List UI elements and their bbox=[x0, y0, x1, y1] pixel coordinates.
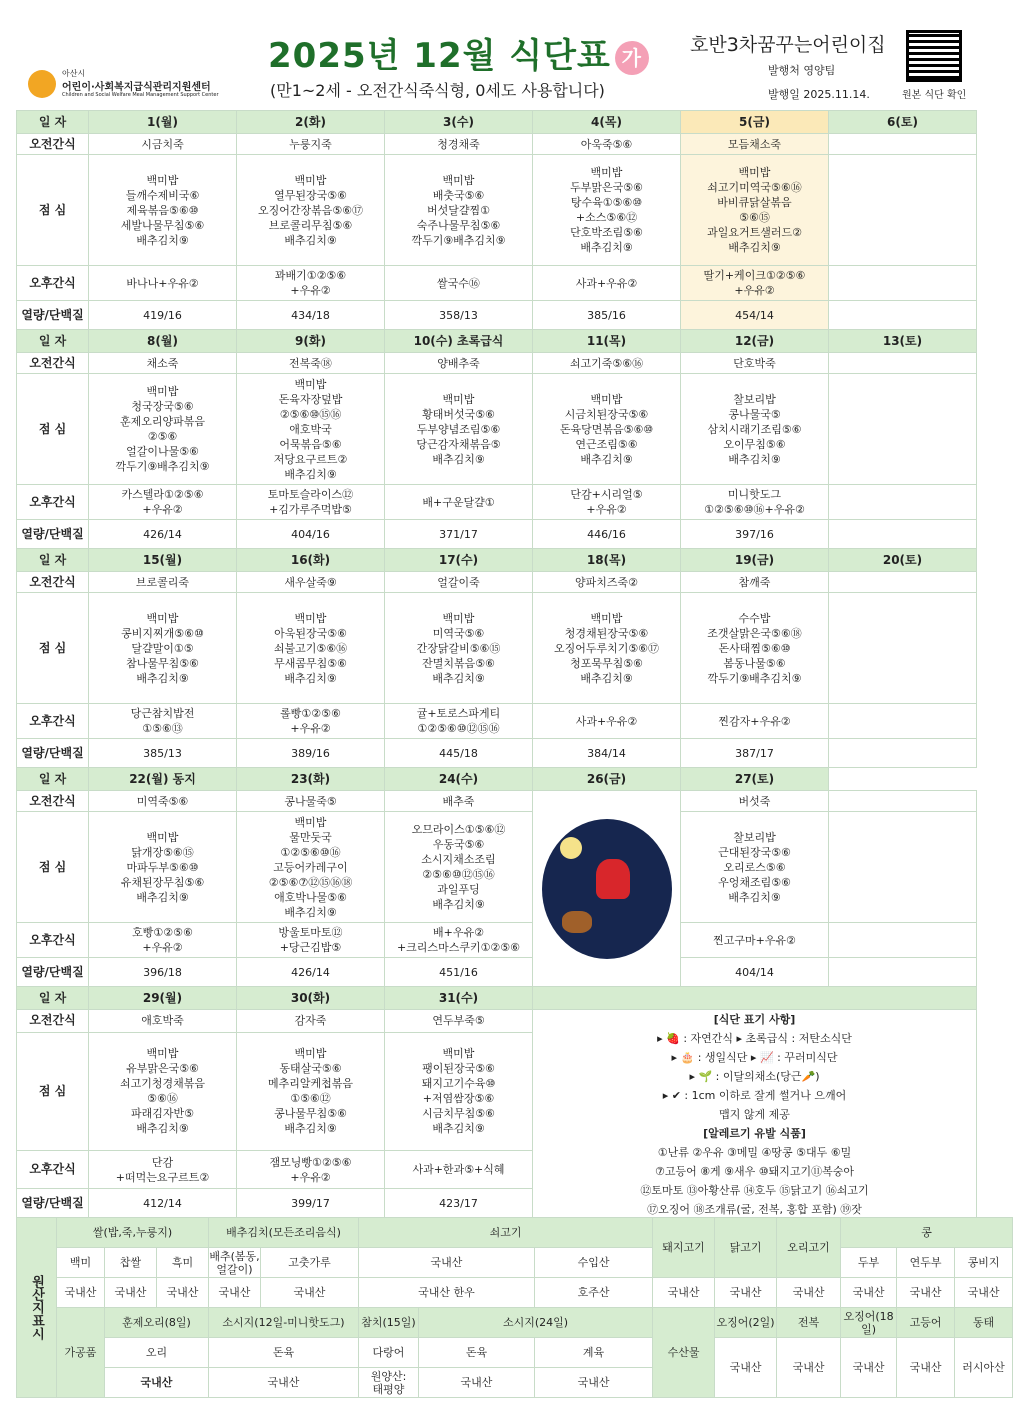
week-5-cal-cell: 423/17 bbox=[385, 1188, 533, 1219]
santa-icon bbox=[596, 859, 630, 899]
week-2-day-cell: 13(토) bbox=[829, 330, 977, 353]
week-4-lunch-row bbox=[17, 812, 977, 923]
origin-kimchi: 배추김치(모든조리음식) bbox=[209, 1218, 359, 1248]
week-5-day-cell: 30(화) bbox=[237, 987, 385, 1010]
qr-code-icon[interactable] bbox=[906, 30, 962, 82]
origin-v-pork: 국내산 bbox=[653, 1278, 715, 1308]
week-5-pm-cell: 사과+한과⑤+식혜 bbox=[385, 1151, 533, 1189]
origin-h-imp: 수입산 bbox=[535, 1248, 653, 1278]
week-4-cal-cell bbox=[829, 958, 977, 987]
row-label-pm: 오후간식 bbox=[17, 1151, 89, 1189]
issuer: 발행처 영양팀 bbox=[768, 64, 836, 77]
week-3-day-cell: 16(화) bbox=[237, 549, 385, 572]
origin-p2a: 돈육 bbox=[209, 1338, 359, 1368]
week-4-lunch-cell: 백미밥 닭개장⑤⑥⑮ 마파두부⑤⑥⑩ 유채된장무침⑤⑥ 배추김치⑨ bbox=[89, 812, 237, 923]
week-3-cal-cell: 389/16 bbox=[237, 739, 385, 768]
origin-h-white: 백미 bbox=[57, 1248, 105, 1278]
week-2-cal-cell: 404/16 bbox=[237, 520, 385, 549]
week-1-am-row bbox=[17, 134, 977, 155]
week-3-cal-cell: 384/14 bbox=[533, 739, 681, 768]
week-3-lunch-cell: 백미밥 아욱된장국⑤⑥ 쇠불고기⑤⑥⑯ 무새콤무침⑤⑥ 배추김치⑨ bbox=[237, 593, 385, 704]
week-5-cal-cell: 399/17 bbox=[237, 1188, 385, 1219]
week-2-cal-cell: 426/14 bbox=[89, 520, 237, 549]
origin-v-chili: 국내산 bbox=[261, 1278, 359, 1308]
origin-p3v: 원양산: 태평양 bbox=[359, 1368, 419, 1398]
week-4-am-cell bbox=[829, 791, 977, 812]
week-2-lunch-cell bbox=[829, 374, 977, 485]
week-3-am-cell: 브로콜리죽 bbox=[89, 572, 237, 593]
week-4-am-cell: 배추죽 bbox=[385, 791, 533, 812]
week-1-day-cell: 6(토) bbox=[829, 111, 977, 134]
week-5-day-cell: 29(월) bbox=[89, 987, 237, 1010]
week-4-lunch-cell: 찰보리밥 근대된장국⑤⑥ 오리로스⑤⑥ 우엉채조림⑤⑥ 배추김치⑨ bbox=[681, 812, 829, 923]
week-1-day-cell: 4(목) bbox=[533, 111, 681, 134]
row-label-pm: 오후간식 bbox=[17, 485, 89, 520]
origin-v-ytofu: 국내산 bbox=[897, 1278, 955, 1308]
week-1-cal-cell: 358/13 bbox=[385, 301, 533, 330]
row-label-day: 일 자 bbox=[17, 549, 89, 572]
week-4-am-row bbox=[17, 791, 977, 812]
row-label-lunch: 점 심 bbox=[17, 155, 89, 266]
row-label-day: 일 자 bbox=[17, 111, 89, 134]
legend-title: [식단 표기 사항] bbox=[713, 1013, 796, 1026]
week-3-pm-cell: 찐감자+우유② bbox=[681, 704, 829, 739]
week-1-day-cell: 1(월) bbox=[89, 111, 237, 134]
week-5-lunch-cell: 백미밥 동태살국⑤⑥ 메추리알케첩볶음 ①⑤⑥⑫ 콩나물무침⑤⑥ 배추김치⑨ bbox=[237, 1032, 385, 1151]
week-4-day-row bbox=[17, 768, 977, 791]
origin-p4w: 국내산 bbox=[535, 1368, 653, 1398]
page-subtitle: (만1~2세 - 오전간식죽식형, 0세도 사용합니다) bbox=[270, 81, 605, 100]
row-label-am: 오전간식 bbox=[17, 353, 89, 374]
origin-side-label: 원산지표시 bbox=[17, 1218, 57, 1398]
week-2-cal-cell: 371/17 bbox=[385, 520, 533, 549]
origin-v-black: 국내산 bbox=[157, 1278, 209, 1308]
week-3-pm-row bbox=[17, 704, 977, 739]
week-1-lunch-cell bbox=[829, 155, 977, 266]
week-2-cal-cell: 446/16 bbox=[533, 520, 681, 549]
week-3-day-cell: 20(토) bbox=[829, 549, 977, 572]
row-label-am: 오전간식 bbox=[17, 1010, 89, 1033]
origin-p1v: 국내산 bbox=[105, 1368, 209, 1398]
origin-pork: 돼지고기 bbox=[653, 1218, 715, 1278]
legend-line: ▸ ✔ : 1cm 이하로 잘게 썰거나 으깨어 맵지 않게 제공 bbox=[662, 1089, 847, 1121]
week-5-cal-cell: 412/14 bbox=[89, 1188, 237, 1219]
origin-h-tofu: 두부 bbox=[841, 1248, 897, 1278]
week-1-pm-cell bbox=[829, 266, 977, 301]
week-4-cal-cell: 396/18 bbox=[89, 958, 237, 987]
week-2-day-cell: 10(수) 초록급식 bbox=[385, 330, 533, 353]
week-2-cal-cell: 397/16 bbox=[681, 520, 829, 549]
menu-table bbox=[16, 110, 977, 1220]
week-4-am-cell: 미역죽⑤⑥ bbox=[89, 791, 237, 812]
legend-box bbox=[533, 1010, 977, 1220]
week-4-day-cell: 24(수) bbox=[385, 768, 533, 791]
origin-h-ytofu: 연두부 bbox=[897, 1248, 955, 1278]
week-2-am-row bbox=[17, 353, 977, 374]
week-1-cal-cell: 454/14 bbox=[681, 301, 829, 330]
week-3-am-cell: 새우살죽⑨ bbox=[237, 572, 385, 593]
week-1-day-cell: 2(화) bbox=[237, 111, 385, 134]
page-title: 2025년 12월 식단표 가 bbox=[268, 28, 649, 77]
legend-line: ▸ 🎂 : 생일식단 ▸ 📈 : 꾸러미식단 bbox=[671, 1051, 838, 1064]
week-4-am-cell: 콩나물죽⑤ bbox=[237, 791, 385, 812]
week-1-lunch-cell: 백미밥 열무된장국⑤⑥ 오징어간장볶음⑤⑥⑰ 브로콜리무침⑤⑥ 배추김치⑨ bbox=[237, 155, 385, 266]
week-2-lunch-cell: 백미밥 돈육자장덮밥 ②⑤⑥⑩⑮⑯ 애호박국 어묵볶음⑤⑥ 저당요구르트② 배추김치⑨ bbox=[237, 374, 385, 485]
week-3-lunch-cell: 수수밥 조갯살맑은국⑤⑥⑱ 돈사태찜⑤⑥⑩ 봄동나물⑤⑥ 깍두기⑨배추김치⑨ bbox=[681, 593, 829, 704]
origin-v-tofu: 국내산 bbox=[841, 1278, 897, 1308]
week-3-am-row bbox=[17, 572, 977, 593]
week-3-day-cell: 18(목) bbox=[533, 549, 681, 572]
week-2-pm-cell: 토마토슬라이스⑫ +김가루주먹밥⑤ bbox=[237, 485, 385, 520]
week-3-lunch-cell: 백미밥 콩비지찌개⑤⑥⑩ 달걀말이①⑤ 참나물무침⑤⑥ 배추김치⑨ bbox=[89, 593, 237, 704]
row-label-cal: 열량/단백질 bbox=[17, 520, 89, 549]
week-1-am-cell: 모듬채소죽 bbox=[681, 134, 829, 155]
week-3-cal-row bbox=[17, 739, 977, 768]
row-label-lunch: 점 심 bbox=[17, 374, 89, 485]
week-1-lunch-cell: 백미밥 들깨수제비국⑥ 제육볶음⑤⑥⑩ 세발나물무침⑤⑥ 배추김치⑨ bbox=[89, 155, 237, 266]
origin-h-black: 흑미 bbox=[157, 1248, 209, 1278]
week-1-pm-cell: 사과+우유② bbox=[533, 266, 681, 301]
origin-table bbox=[16, 1217, 1013, 1398]
week-3-lunch-row bbox=[17, 593, 977, 704]
week-5-day-cell: 31(수) bbox=[385, 987, 533, 1010]
week-1-lunch-cell: 백미밥 쇠고기미역국⑤⑥⑯ 바비큐닭살볶음 ⑤⑥⑮ 과일요거트샐러드② 배추김치⑨ bbox=[681, 155, 829, 266]
week-2-pm-row bbox=[17, 485, 977, 520]
week-2-day-cell: 12(금) bbox=[681, 330, 829, 353]
qr-label: 원본 식단 확인 bbox=[902, 90, 967, 101]
week-5-pm-cell: 잼모닝빵①②⑤⑥ +우유② bbox=[237, 1151, 385, 1189]
origin-s2: 전복 bbox=[777, 1308, 841, 1338]
row-label-am: 오전간식 bbox=[17, 572, 89, 593]
week-2-day-cell: 9(화) bbox=[237, 330, 385, 353]
week-1-lunch-cell: 백미밥 두부맑은국⑤⑥ 탕수육①⑤⑥⑩ +소스⑤⑥⑫ 단호박조림⑤⑥ 배추김치⑨ bbox=[533, 155, 681, 266]
moon-icon bbox=[560, 837, 582, 859]
week-3-lunch-cell: 백미밥 미역국⑤⑥ 간장닭갈비⑤⑥⑮ 잔멸치볶음⑤⑥ 배추김치⑨ bbox=[385, 593, 533, 704]
row-label-lunch: 점 심 bbox=[17, 812, 89, 923]
week-3-cal-cell: 385/13 bbox=[89, 739, 237, 768]
origin-p4b: 계육 bbox=[535, 1338, 653, 1368]
week-2-am-cell: 쇠고기죽⑤⑥⑯ bbox=[533, 353, 681, 374]
week-4-pm-cell: 호빵①②⑤⑥ +우유② bbox=[89, 923, 237, 958]
week-2-am-cell bbox=[829, 353, 977, 374]
week-5-am-cell: 애호박죽 bbox=[89, 1010, 237, 1033]
origin-s3: 오징어(18일) bbox=[841, 1308, 897, 1338]
origin-seafood: 수산물 bbox=[653, 1308, 715, 1398]
week-4-am-cell bbox=[533, 791, 681, 987]
origin-s1v: 국내산 bbox=[715, 1338, 777, 1398]
row-label-cal: 열량/단백질 bbox=[17, 301, 89, 330]
week-1-am-cell: 시금치죽 bbox=[89, 134, 237, 155]
allergy-title: [알레르기 유발 식품] bbox=[703, 1127, 806, 1140]
origin-v-beefimp: 호주산 bbox=[535, 1278, 653, 1308]
week-1-pm-cell: 바나나+우유② bbox=[89, 266, 237, 301]
week-2-lunch-cell: 백미밥 황태버섯국⑤⑥ 두부양념조림⑤⑥ 당근감자채볶음⑤ 배추김치⑨ bbox=[385, 374, 533, 485]
week-2-day-cell: 11(목) bbox=[533, 330, 681, 353]
origin-h-cab: 배추(봄동,얼갈이) bbox=[209, 1249, 260, 1276]
legend-line: ▸ 🍓 : 자연간식 ▸ 초록급식 : 저탄소식단 bbox=[657, 1032, 852, 1045]
origin-p2: 소시지(12일-미니핫도그) bbox=[209, 1308, 359, 1338]
origin-p3a: 다랑어 bbox=[359, 1338, 419, 1368]
week-4-cal-cell: 451/16 bbox=[385, 958, 533, 987]
origin-s2v: 국내산 bbox=[777, 1338, 841, 1398]
origin-s4v: 국내산 bbox=[897, 1338, 955, 1398]
week-2-lunch-cell: 백미밥 청국장국⑤⑥ 훈제오리양파볶음 ②⑤⑥ 얼갈이나물⑤⑥ 깍두기⑨배추김치⑨ bbox=[89, 374, 237, 485]
week-2-pm-cell: 카스텔라①②⑤⑥ +우유② bbox=[89, 485, 237, 520]
origin-s1: 오징어(2일) bbox=[715, 1308, 777, 1338]
origin-v-soy: 국내산 bbox=[955, 1278, 1013, 1308]
row-label-day: 일 자 bbox=[17, 987, 89, 1010]
week-4-pm-cell: 방울토마토⑫ +당근김밥⑤ bbox=[237, 923, 385, 958]
week-1-am-cell: 청경채죽 bbox=[385, 134, 533, 155]
week-3-lunch-cell bbox=[829, 593, 977, 704]
origin-p1: 훈제오리(8일) bbox=[105, 1308, 209, 1338]
origin-bean: 콩 bbox=[841, 1218, 1013, 1248]
week-2-am-cell: 전복죽⑱ bbox=[237, 353, 385, 374]
row-label-day: 일 자 bbox=[17, 330, 89, 353]
week-1-day-cell: 3(수) bbox=[385, 111, 533, 134]
origin-p4a: 돈육 bbox=[419, 1338, 535, 1368]
week-2-day-cell: 8(월) bbox=[89, 330, 237, 353]
week-1-cal-cell bbox=[829, 301, 977, 330]
week-5-lunch-cell: 백미밥 유부맑은국⑤⑥ 쇠고기청경채볶음 ⑤⑥⑯ 파래김자반⑤ 배추김치⑨ bbox=[89, 1032, 237, 1151]
week-1-day-cell: 5(금) bbox=[681, 111, 829, 134]
week-3-pm-cell: 롤빵①②⑤⑥ +우유② bbox=[237, 704, 385, 739]
week-2-lunch-row bbox=[17, 374, 977, 485]
row-label-pm: 오후간식 bbox=[17, 704, 89, 739]
allergy-list: ①난류 ②우유 ③메밀 ④땅콩 ⑤대두 ⑥밀 ⑦고등어 ⑧게 ⑨새우 ⑩돼지고기⑪복숭아 ⑫토마토 ⑬아황산류 ⑭호두 ⑮닭고기 ⑯쇠고기 ⑰오징어 ⑱조개류(굴, 전복, 홍합 포함) ⑲잣 bbox=[640, 1146, 869, 1216]
week-1-am-cell bbox=[829, 134, 977, 155]
week-4-pm-cell: 찐고구마+우유② bbox=[681, 923, 829, 958]
origin-v-white: 국내산 bbox=[57, 1278, 105, 1308]
daycare-name: 호반3차꿈꾸는어린이집 bbox=[690, 34, 886, 56]
week-4-day-cell: 22(월) 동지 bbox=[89, 768, 237, 791]
origin-v-duck: 국내산 bbox=[777, 1278, 841, 1308]
week-1-pm-cell: 딸기+케이크①②⑤⑥ +우유② bbox=[681, 266, 829, 301]
week-3-day-cell: 15(월) bbox=[89, 549, 237, 572]
week-1-cal-cell: 434/18 bbox=[237, 301, 385, 330]
row-label-cal: 열량/단백질 bbox=[17, 958, 89, 987]
reindeer-icon bbox=[562, 911, 592, 933]
week-1-pm-row bbox=[17, 266, 977, 301]
week-2-lunch-cell: 백미밥 시금치된장국⑤⑥ 돈육당면볶음⑤⑥⑩ 연근조림⑤⑥ 배추김치⑨ bbox=[533, 374, 681, 485]
week-1-cal-cell: 385/16 bbox=[533, 301, 681, 330]
origin-p1a: 오리 bbox=[105, 1338, 209, 1368]
origin-p4v: 국내산 bbox=[419, 1368, 535, 1398]
week-1-day-row bbox=[17, 111, 977, 134]
week-1-am-cell: 아욱죽⑤⑥ bbox=[533, 134, 681, 155]
issue-date: 발행일 2025.11.14. bbox=[768, 88, 870, 101]
legend-line: ▸ 🌱 : 이달의채소(당근🥕) bbox=[689, 1070, 820, 1083]
week-4-lunch-cell: 오므라이스①⑤⑥⑫ 우동국⑤⑥ 소시지채소조림 ②⑤⑥⑩⑫⑮⑯ 과일푸딩 배추김치⑨ bbox=[385, 812, 533, 923]
week-4-cal-row bbox=[17, 958, 977, 987]
origin-processed: 가공품 bbox=[57, 1308, 105, 1398]
week-4-day-cell: 26(금) bbox=[533, 768, 681, 791]
week-2-pm-cell: 배+구운달걀① bbox=[385, 485, 533, 520]
origin-h-glut: 찹쌀 bbox=[105, 1248, 157, 1278]
logo-eng: Children and Social Welfare Meal Management Support Center bbox=[62, 92, 219, 98]
origin-v-cab: 국내산 bbox=[209, 1278, 261, 1308]
row-label-pm: 오후간식 bbox=[17, 923, 89, 958]
week-1-lunch-cell: 백미밥 배춧국⑤⑥ 버섯달걀찜① 숙주나물무침⑤⑥ 깍두기⑨배추김치⑨ bbox=[385, 155, 533, 266]
origin-chicken: 닭고기 bbox=[715, 1218, 777, 1278]
row-label-pm: 오후간식 bbox=[17, 266, 89, 301]
week-4-pm-row bbox=[17, 923, 977, 958]
week-3-am-cell bbox=[829, 572, 977, 593]
christmas-santa-image bbox=[542, 819, 672, 959]
row-label-am: 오전간식 bbox=[17, 134, 89, 155]
origin-v-glut: 국내산 bbox=[105, 1278, 157, 1308]
origin-v-beefdom: 국내산 한우 bbox=[359, 1278, 535, 1308]
week-4-am-cell: 버섯죽 bbox=[681, 791, 829, 812]
week-1-pm-cell: 꽈배기①②⑤⑥ +우유② bbox=[237, 266, 385, 301]
row-label-day: 일 자 bbox=[17, 768, 89, 791]
week-4-day-cell: 27(토) bbox=[681, 768, 829, 791]
logo-name: 어린이·사회복지급식관리지원센터 bbox=[62, 82, 211, 93]
week-2-pm-cell bbox=[829, 485, 977, 520]
logo-city: 아산시 bbox=[62, 69, 86, 78]
week-3-day-cell: 17(수) bbox=[385, 549, 533, 572]
origin-v-chicken: 국내산 bbox=[715, 1278, 777, 1308]
week-1-cal-cell: 419/16 bbox=[89, 301, 237, 330]
week-4-lunch-cell bbox=[829, 812, 977, 923]
week-4-cal-cell: 404/14 bbox=[681, 958, 829, 987]
week-2-day-row bbox=[17, 330, 977, 353]
origin-p3: 참치(15일) bbox=[359, 1308, 419, 1338]
origin-p4: 소시지(24일) bbox=[419, 1308, 653, 1338]
week-3-pm-cell: 사과+우유② bbox=[533, 704, 681, 739]
week-3-cal-cell: 387/17 bbox=[681, 739, 829, 768]
origin-rice: 쌀(밥,죽,누룽지) bbox=[57, 1218, 209, 1248]
week-4-lunch-cell: 백미밥 물만둣국 ①②⑤⑥⑩⑯ 고등어카레구이 ②⑤⑥⑦⑫⑮⑯⑱ 애호박나물⑤⑥ 배추김치⑨ bbox=[237, 812, 385, 923]
week-3-pm-cell: 귤+토로스파게티 ①②⑤⑥⑩⑫⑮⑯ bbox=[385, 704, 533, 739]
week-5-am-cell: 감자죽 bbox=[237, 1010, 385, 1033]
week-3-cal-cell: 445/18 bbox=[385, 739, 533, 768]
origin-h-soy: 콩비지 bbox=[955, 1248, 1013, 1278]
week-5-day-row bbox=[17, 987, 977, 1010]
week-3-day-row bbox=[17, 549, 977, 572]
week-2-cal-row bbox=[17, 520, 977, 549]
week-4-cal-cell: 426/14 bbox=[237, 958, 385, 987]
week-3-pm-cell bbox=[829, 704, 977, 739]
header bbox=[0, 0, 992, 108]
origin-h-dom: 국내산 bbox=[359, 1248, 535, 1278]
week-5-am-row bbox=[17, 1010, 977, 1033]
week-4-pm-cell bbox=[829, 923, 977, 958]
week-1-cal-row bbox=[17, 301, 977, 330]
week-3-pm-cell: 당근참치밥전 ①⑤⑥⑬ bbox=[89, 704, 237, 739]
week-5-lunch-cell: 백미밥 팽이된장국⑤⑥ 돼지고기수육⑩ +저염쌈장⑤⑥ 시금치무침⑤⑥ 배추김치⑨ bbox=[385, 1032, 533, 1151]
smile-logo-icon bbox=[28, 70, 56, 98]
week-3-day-cell: 19(금) bbox=[681, 549, 829, 572]
week-2-am-cell: 양배추죽 bbox=[385, 353, 533, 374]
week-3-cal-cell bbox=[829, 739, 977, 768]
week-2-am-cell: 단호박죽 bbox=[681, 353, 829, 374]
week-5-pm-cell: 단감 +떠먹는요구르트② bbox=[89, 1151, 237, 1189]
origin-s3v: 국내산 bbox=[841, 1338, 897, 1398]
week-2-am-cell: 채소죽 bbox=[89, 353, 237, 374]
week-4-pm-cell: 배+우유② +크리스마스쿠키①②⑤⑥ bbox=[385, 923, 533, 958]
week-1-pm-cell: 쌀국수⑯ bbox=[385, 266, 533, 301]
origin-s5v: 러시아산 bbox=[955, 1338, 1013, 1398]
week-5-am-cell: 연두부죽⑤ bbox=[385, 1010, 533, 1033]
row-label-cal: 열량/단백질 bbox=[17, 1188, 89, 1219]
origin-s5: 동태 bbox=[955, 1308, 1013, 1338]
week-3-lunch-cell: 백미밥 청경채된장국⑤⑥ 오징어두루치기⑤⑥⑰ 청포묵무침⑤⑥ 배추김치⑨ bbox=[533, 593, 681, 704]
origin-h-chili: 고춧가루 bbox=[261, 1248, 359, 1278]
week-2-lunch-cell: 찰보리밥 콩나물국⑤ 삼치시래기조림⑤⑥ 오이무침⑤⑥ 배추김치⑨ bbox=[681, 374, 829, 485]
week-4-day-cell: 23(화) bbox=[237, 768, 385, 791]
week-2-pm-cell: 미니핫도그 ①②⑤⑥⑩⑯+우유② bbox=[681, 485, 829, 520]
title-badge: 가 bbox=[615, 41, 649, 75]
week-1-lunch-row bbox=[17, 155, 977, 266]
week-3-am-cell: 참깨죽 bbox=[681, 572, 829, 593]
origin-s4: 고등어 bbox=[897, 1308, 955, 1338]
origin-beef: 쇠고기 bbox=[359, 1218, 653, 1248]
row-label-lunch: 점 심 bbox=[17, 593, 89, 704]
week-2-pm-cell: 단감+시리얼⑤ +우유② bbox=[533, 485, 681, 520]
week-1-am-cell: 누룽지죽 bbox=[237, 134, 385, 155]
origin-p2v: 국내산 bbox=[209, 1368, 359, 1398]
row-label-lunch: 점 심 bbox=[17, 1032, 89, 1151]
center-logo bbox=[28, 68, 258, 102]
week-3-am-cell: 얼갈이죽 bbox=[385, 572, 533, 593]
week-3-am-cell: 양파치즈죽② bbox=[533, 572, 681, 593]
week-2-cal-cell bbox=[829, 520, 977, 549]
row-label-cal: 열량/단백질 bbox=[17, 739, 89, 768]
row-label-am: 오전간식 bbox=[17, 791, 89, 812]
origin-duck: 오리고기 bbox=[777, 1218, 841, 1278]
